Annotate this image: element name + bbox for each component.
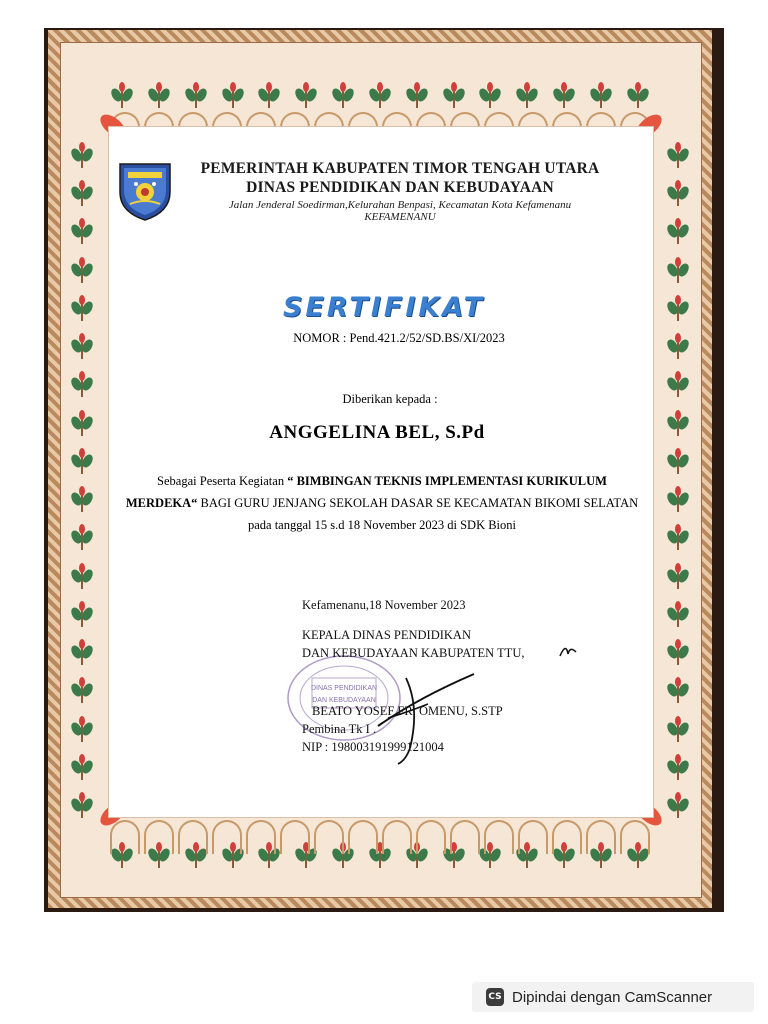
floral-motif (552, 80, 576, 110)
border-motif-left (70, 140, 94, 820)
border-motif-top (110, 80, 650, 110)
camscanner-text: Dipindai dengan CamScanner (512, 988, 713, 1006)
camscanner-badge (472, 982, 754, 1012)
stamp-line-1: DINAS PENDIDIKAN (310, 685, 378, 692)
border-arch (280, 820, 310, 854)
border-arch (586, 820, 616, 854)
given-to-label: Diberikan kepada : (342, 392, 438, 406)
floral-motif (70, 484, 94, 514)
floral-motif (478, 80, 502, 110)
floral-motif (626, 80, 650, 110)
border-arch (314, 820, 344, 854)
floral-motif (294, 80, 318, 110)
floral-motif (331, 80, 355, 110)
border-arch (178, 820, 208, 854)
initial-mark (558, 640, 580, 660)
floral-motif (147, 80, 171, 110)
border-arch (212, 820, 242, 854)
floral-motif (368, 80, 392, 110)
header-city: KEFAMENANU (364, 211, 436, 223)
signatory-name: BEATO YOSEF FR. OMENU, S.STP (312, 704, 503, 718)
certificate-number: NOMOR : Pend.421.2/52/SD.BS/XI/2023 (293, 331, 505, 345)
floral-motif (666, 637, 690, 667)
handwritten-signature (358, 648, 498, 768)
floral-motif (70, 599, 94, 629)
floral-motif (70, 752, 94, 782)
floral-motif (666, 752, 690, 782)
floral-motif (257, 80, 281, 110)
floral-motif (70, 675, 94, 705)
place-date: Kefamenanu,18 November 2023 (302, 598, 466, 612)
floral-motif (666, 446, 690, 476)
letterhead (180, 160, 620, 223)
floral-motif (70, 216, 94, 246)
floral-motif (666, 255, 690, 285)
floral-motif (221, 80, 245, 110)
floral-motif (666, 522, 690, 552)
floral-motif (442, 80, 466, 110)
border-arch (552, 820, 582, 854)
border-arch (518, 820, 548, 854)
floral-motif (70, 178, 94, 208)
floral-motif (515, 80, 539, 110)
floral-motif (110, 80, 134, 110)
border-arches-bottom (110, 820, 650, 854)
certificate-title: SERTIFIKAT (282, 292, 486, 323)
border-arch (620, 820, 650, 854)
header-department: DINAS PENDIDIKAN DAN KEBUDAYAAN (246, 179, 554, 196)
activity-name: “ BIMBINGAN TEKNIS IMPLEMENTASI KURIKULUM MERDEKA“ (125, 474, 607, 510)
border-arch (416, 820, 446, 854)
floral-motif (666, 790, 690, 820)
floral-motif (666, 216, 690, 246)
description-suffix: BAGI GURU JENJANG SEKOLAH DASAR SE KECAMATAN BIKOMI SELATAN pada tanggal 15 s.d 18 November 2023 di SDK Bioni (197, 496, 639, 532)
floral-motif (666, 178, 690, 208)
floral-motif (666, 675, 690, 705)
border-arch (450, 820, 480, 854)
floral-motif (666, 140, 690, 170)
certificate-description (122, 470, 642, 536)
floral-motif (70, 140, 94, 170)
signatory-position-2: DAN KEBUDAYAAN KABUPATEN TTU, (302, 646, 525, 660)
border-arch (246, 820, 276, 854)
signatory-nip: NIP : 198003191999121004 (302, 740, 444, 754)
floral-motif (666, 561, 690, 591)
border-arch (348, 820, 378, 854)
floral-motif (70, 255, 94, 285)
floral-motif (70, 446, 94, 476)
recipient-name: ANGGELINA BEL, S.Pd (269, 422, 485, 443)
floral-motif (666, 714, 690, 744)
regency-emblem-logo (116, 158, 174, 222)
floral-motif (184, 80, 208, 110)
camscanner-icon: CS (486, 988, 504, 1006)
signatory-position-1: KEPALA DINAS PENDIDIKAN (302, 628, 471, 642)
floral-motif (666, 599, 690, 629)
stamp-line-2: DAN KEBUDAYAAN (312, 697, 376, 704)
signatory-rank: Pembina Tk I . (302, 722, 377, 736)
floral-motif (70, 714, 94, 744)
floral-motif (70, 522, 94, 552)
border-motif-right (666, 140, 690, 820)
floral-motif (70, 790, 94, 820)
floral-motif (666, 484, 690, 514)
floral-motif (405, 80, 429, 110)
description-prefix: Sebagai Peserta Kegiatan (157, 474, 288, 488)
border-arch (110, 820, 140, 854)
floral-motif (70, 637, 94, 667)
border-arch (144, 820, 174, 854)
header-government: PEMERINTAH KABUPATEN TIMOR TENGAH UTARA (200, 160, 600, 177)
border-arch (484, 820, 514, 854)
header-address: Jalan Jenderal Soedirman,Kelurahan Benpasi, Kecamatan Kota Kefamenanu (228, 199, 572, 211)
floral-motif (70, 561, 94, 591)
floral-motif (589, 80, 613, 110)
border-arch (382, 820, 412, 854)
